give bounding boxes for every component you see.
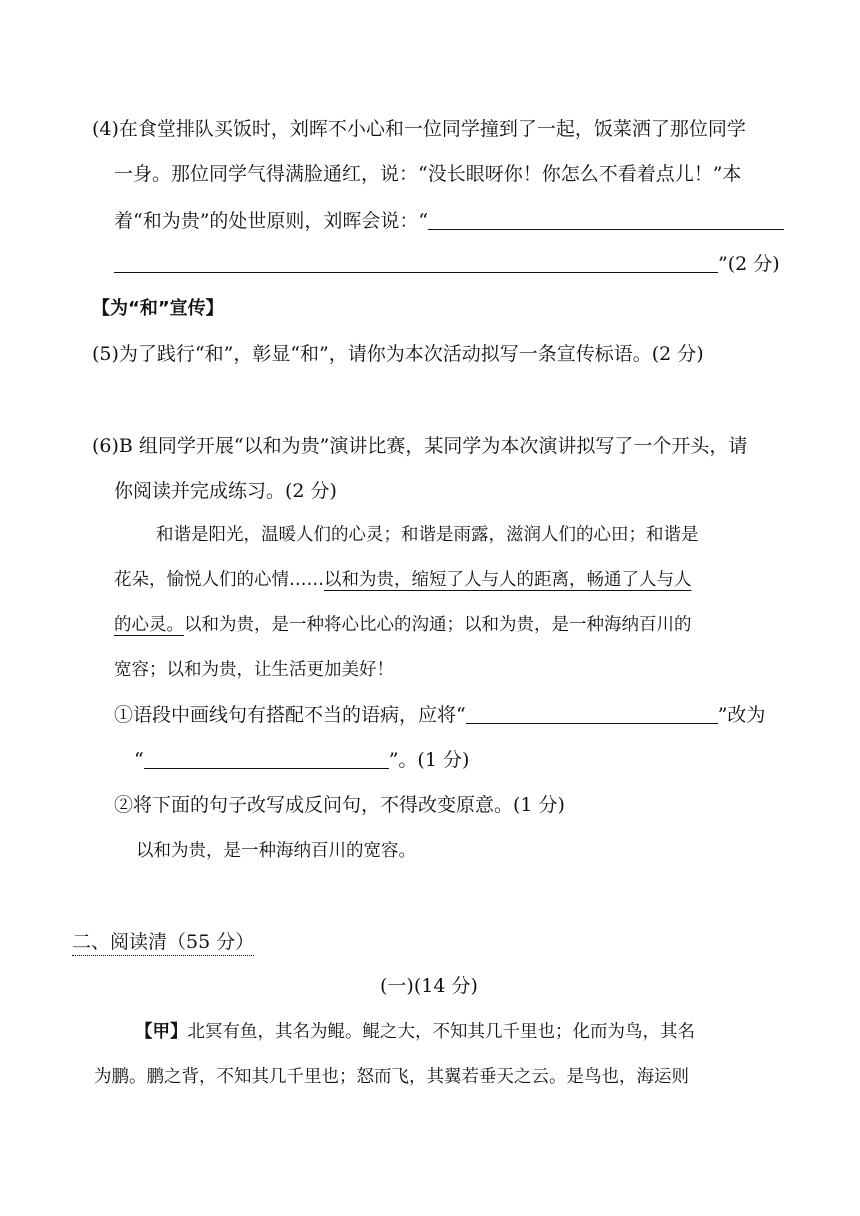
q4-line-4 xyxy=(114,250,780,278)
passage-underlined-sentence-a: 以和为贵，缩短了人与人的距离，畅通了人与人 xyxy=(324,570,692,590)
subq-1-text: ①语段中画线句有搭配不当的语病，应将“ xyxy=(114,704,466,726)
q6-line-1: (6)B 组同学开展“以和为贵”演讲比赛，某同学为本次演讲拟写了一个开头，请 xyxy=(92,435,748,457)
passage-line-1: 和谐是阳光，温暖人们的心灵；和谐是雨露，滋润人们的心田；和谐是 xyxy=(156,525,699,545)
passage-line-3 xyxy=(114,611,692,639)
subq-1-line-2 xyxy=(134,746,469,774)
jia-line-2: 为鹏。鹏之背，不知其几千里也；怒而飞，其翼若垂天之云。是鸟也，海运则 xyxy=(94,1067,689,1087)
subq-1-text-end: ”改为 xyxy=(717,704,766,726)
reading-section-title xyxy=(72,928,254,956)
q4-line-1: (4)在食堂排队买饭时，刘晖不小心和一位同学撞到了一起，饭菜洒了那位同学 xyxy=(92,118,746,140)
q4-line-3 xyxy=(114,207,784,235)
subq-1-quote-open: “ xyxy=(134,749,144,771)
jia-line-1 xyxy=(135,1018,695,1046)
passage-line-2 xyxy=(114,566,692,594)
section-heading-promo: 【为“和”宣传】 xyxy=(92,298,224,319)
reading-part-title: (一)(14 分) xyxy=(380,975,478,997)
jia-label: 【甲】 xyxy=(135,1022,188,1042)
jia-line-1-text: 北冥有鱼，其名为鲲。鲲之大，不知其几千里也；化而为鸟，其名 xyxy=(187,1022,695,1042)
passage-line-4: 宽容；以和为贵，让生活更加美好！ xyxy=(114,660,394,680)
passage-line-3-text: 以和为贵，是一种将心比心的沟通；以和为贵，是一种海纳百川的 xyxy=(184,615,692,635)
q4-answer-blank-2[interactable] xyxy=(114,252,718,273)
subq-1-blank-1[interactable] xyxy=(466,703,718,724)
subq-1-score: ”。(1 分) xyxy=(388,749,470,771)
passage-underlined-sentence-b: 的心灵。 xyxy=(114,615,184,635)
q4-line-2: 一身。那位同学气得满脸通红，说：“没长眼呀你！你怎么不看着点儿！”本 xyxy=(114,163,742,185)
passage-line-2-text: 花朵，愉悦人们的心情…… xyxy=(114,570,324,590)
subq-2-sentence: 以和为贵，是一种海纳百川的宽容。 xyxy=(136,841,416,861)
q5-text: (5)为了践行“和”，彰显“和”，请你为本次活动拟写一条宣传标语。(2 分) xyxy=(92,343,704,365)
subq-2-text: ②将下面的句子改写成反问句，不得改变原意。(1 分) xyxy=(114,794,565,816)
q4-line-3-text: 着“和为贵”的处世原则，刘晖会说：“ xyxy=(114,210,429,232)
subq-1-line-1 xyxy=(114,701,765,729)
q4-score: ”(2 分) xyxy=(718,253,780,275)
reading-section-title-text: 二、阅读清（55 分） xyxy=(72,931,254,956)
subq-1-blank-2[interactable] xyxy=(144,748,389,769)
q4-answer-blank-1[interactable] xyxy=(428,209,784,230)
q6-line-2: 你阅读并完成练习。(2 分) xyxy=(114,480,337,502)
